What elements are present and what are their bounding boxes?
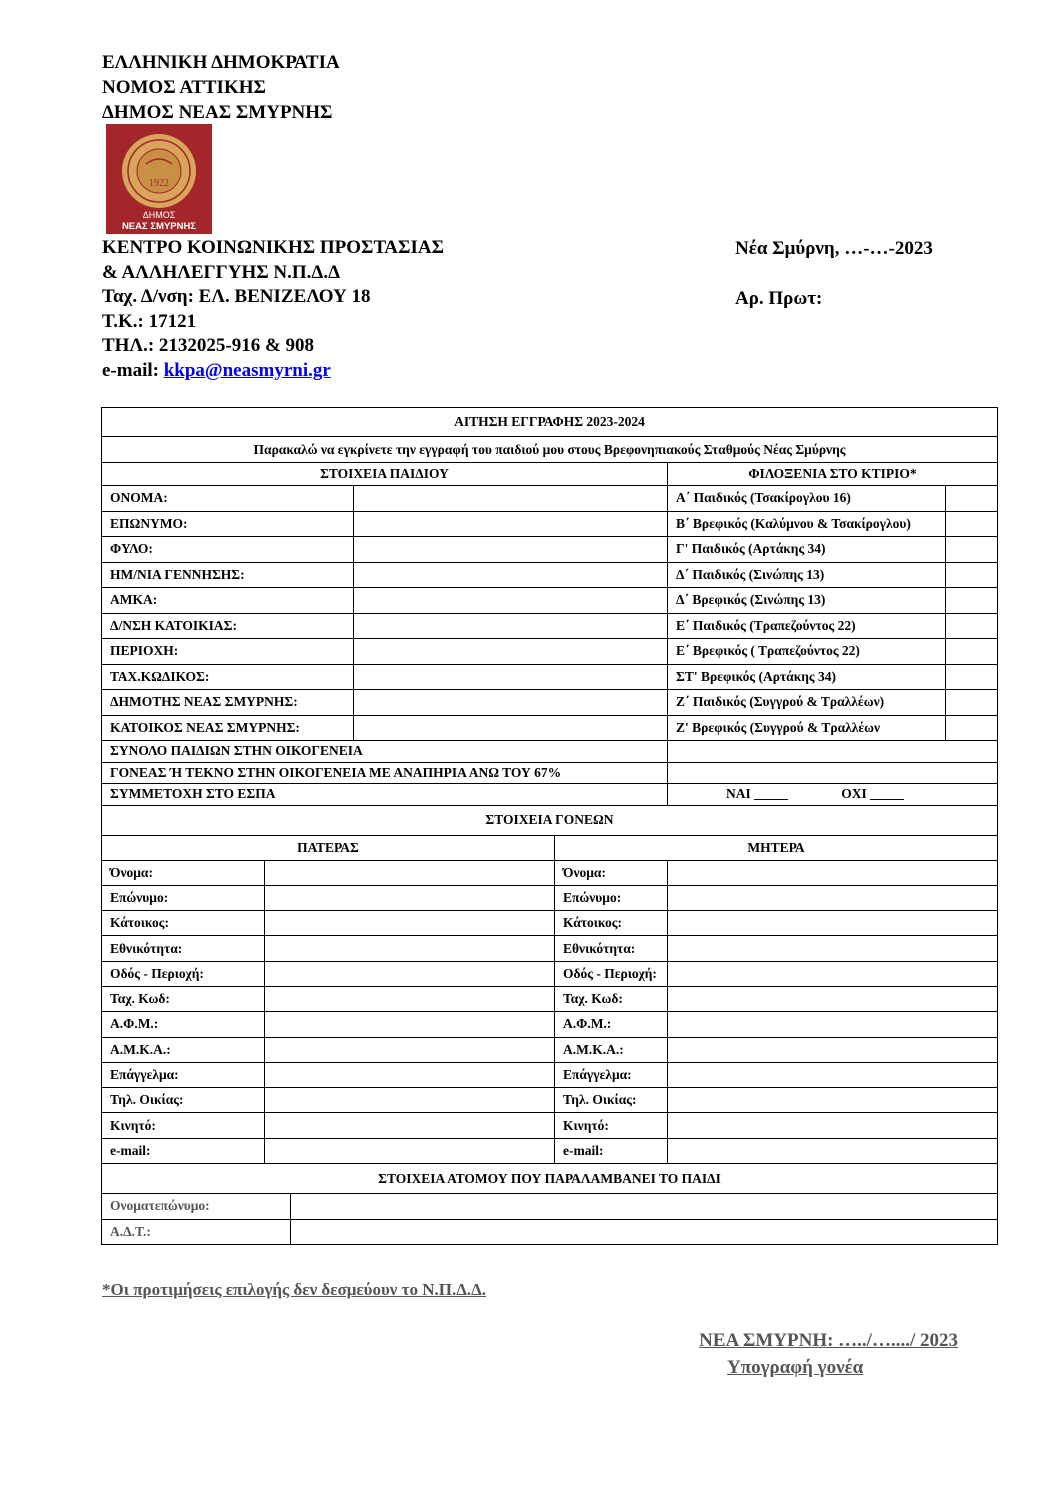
header-line-republic: ΕΛΛΗΝΙΚΗ ΔΗΜΟΚΡΑΤΙΑ	[102, 52, 340, 73]
building-option-label: Δ΄ Παιδικός (Σινώπης 13)	[668, 562, 946, 588]
child-field-input[interactable]	[354, 537, 668, 563]
org-email-link[interactable]: kkpa@neasmyrni.gr	[163, 359, 331, 381]
child-field-label: ΕΠΩΝΥΜΟ:	[102, 511, 354, 537]
mother-field-label: Α.Φ.Μ.:	[555, 1012, 668, 1037]
child-field-label: ΔΗΜΟΤΗΣ ΝΕΑΣ ΣΜΥΡΝΗΣ:	[102, 690, 354, 716]
signature-label: Υπογραφή γονέα	[727, 1357, 864, 1378]
building-option-label: Ζ' Βρεφικός (Συγγρού & Τραλλέων	[668, 715, 946, 741]
father-field-label: e-mail:	[102, 1138, 265, 1163]
father-field-label: Κάτοικος:	[102, 911, 265, 936]
father-field-input[interactable]	[265, 961, 555, 986]
father-field-label: Επώνυμο:	[102, 885, 265, 910]
org-name-2: & ΑΛΛΗΛΕΓΓΥΗΣ Ν.Π.Δ.Δ	[102, 261, 340, 283]
org-postcode: Τ.Κ.: 17121	[102, 310, 197, 332]
disability-input[interactable]	[668, 762, 998, 784]
father-field-input[interactable]	[265, 1113, 555, 1138]
mother-field-label: Ταχ. Κωδ:	[555, 986, 668, 1011]
father-field-input[interactable]	[265, 911, 555, 936]
child-field-input[interactable]	[354, 613, 668, 639]
espa-yes-option[interactable]: ΝΑΙ _____	[726, 786, 788, 802]
building-option-box[interactable]	[946, 639, 998, 665]
father-column-title: ΠΑΤΕΡΑΣ	[102, 835, 555, 860]
child-section-title: ΣΤΟΙΧΕΙΑ ΠΑΙΔΙΟΥ	[102, 463, 668, 486]
logo-year: 1922	[149, 178, 169, 189]
form-subtitle-text: Παρακαλώ να εγκρίνετε την εγγραφή του παιδιού μου στους Βρεφονηπιακούς Σταθμούς Νέας Σμύρνης	[253, 441, 846, 457]
mother-field-label: Α.Μ.Κ.Α.:	[555, 1037, 668, 1062]
child-field-input[interactable]	[354, 690, 668, 716]
father-field-input[interactable]	[265, 860, 555, 885]
building-option-box[interactable]	[946, 511, 998, 537]
building-option-box[interactable]	[946, 690, 998, 716]
father-field-input[interactable]	[265, 1088, 555, 1113]
footnote: *Οι προτιμήσεις επιλογής δεν δεσμεύουν το Ν.Π.Δ.Δ.	[102, 1280, 487, 1299]
father-field-label: Όνομα:	[102, 860, 265, 885]
protocol-number: Αρ. Πρωτ:	[735, 288, 823, 309]
espa-no-option[interactable]: ΟΧΙ _____	[841, 786, 904, 802]
child-field-label: Δ/ΝΣΗ ΚΑΤΟΙΚΙΑΣ:	[102, 613, 354, 639]
mother-field-input[interactable]	[668, 860, 998, 885]
building-option-label: Ε΄ Βρεφικός ( Τραπεζούντος 22)	[668, 639, 946, 665]
building-option-box[interactable]	[946, 664, 998, 690]
building-option-box[interactable]	[946, 562, 998, 588]
form-subtitle	[102, 437, 998, 463]
org-email-line	[102, 359, 444, 384]
logo-text-2: ΝΕΑΣ ΣΜΥΡΝΗΣ	[121, 221, 197, 232]
receiver-id-input[interactable]	[291, 1219, 998, 1245]
mother-field-input[interactable]	[668, 961, 998, 986]
mother-field-label: Εθνικότητα:	[555, 936, 668, 961]
receiver-name-label: Ονοματεπώνυμο:	[102, 1194, 291, 1220]
father-field-label: Α.Φ.Μ.:	[102, 1012, 265, 1037]
mother-field-input[interactable]	[668, 1037, 998, 1062]
org-phone: ΤΗΛ.: 2132025-916 & 908	[102, 335, 315, 356]
father-field-input[interactable]	[265, 1012, 555, 1037]
family-total-input[interactable]	[668, 741, 998, 763]
building-option-label: Ε΄ Παιδικός (Τραπεζούντος 22)	[668, 613, 946, 639]
child-field-input[interactable]	[354, 664, 668, 690]
child-field-label: ΠΕΡΙΟΧΗ:	[102, 639, 354, 665]
mother-column-title: ΜΗΤΕΡΑ	[555, 835, 998, 860]
mother-field-input[interactable]	[668, 1012, 998, 1037]
mother-field-label: Κινητό:	[555, 1113, 668, 1138]
disability-label: ΓΟΝΕΑΣ Ή ΤΕΚΝΟ ΣΤΗΝ ΟΙΚΟΓΕΝΕΙΑ ΜΕ ΑΝΑΠΗΡΙΑ ΑΝΩ ΤΟΥ 67%	[102, 762, 668, 784]
mother-field-input[interactable]	[668, 1088, 998, 1113]
building-section-title: ΦΙΛΟΞΕΝΙΑ ΣΤΟ ΚΤΙΡΙΟ*	[668, 463, 998, 486]
header-line-prefecture: ΝΟΜΟΣ ΑΤΤΙΚΗΣ	[102, 77, 266, 98]
family-total-label: ΣΥΝΟΛΟ ΠΑΙΔΙΩΝ ΣΤΗΝ ΟΙΚΟΓΕΝΕΙΑ	[102, 741, 668, 763]
child-field-input[interactable]	[354, 588, 668, 614]
parents-section-title: ΣΤΟΙΧΕΙΑ ΓΟΝΕΩΝ	[102, 805, 998, 835]
receiver-id-label: Α.Δ.Τ.:	[102, 1219, 291, 1245]
child-field-input[interactable]	[354, 639, 668, 665]
building-option-label: Α΄ Παιδικός (Τσακίρογλου 16)	[668, 486, 946, 512]
child-field-input[interactable]	[354, 715, 668, 741]
receiver-section-title: ΣΤΟΙΧΕΙΑ ΑΤΟΜΟΥ ΠΟΥ ΠΑΡΑΛΑΜΒΑΝΕΙ ΤΟ ΠΑΙΔΙ	[102, 1164, 998, 1194]
form-title: ΑΙΤΗΣΗ ΕΓΓΡΑΦΗΣ 2023-2024	[102, 408, 998, 437]
father-field-input[interactable]	[265, 885, 555, 910]
mother-field-label: Οδός - Περιοχή:	[555, 961, 668, 986]
mother-field-label: Επώνυμο:	[555, 885, 668, 910]
child-field-input[interactable]	[354, 511, 668, 537]
building-option-box[interactable]	[946, 588, 998, 614]
espa-answer	[668, 784, 998, 806]
place-date: Νέα Σμύρνη, …-…-2023	[735, 238, 933, 259]
municipality-logo	[106, 124, 212, 234]
mother-field-label: Όνομα:	[555, 860, 668, 885]
building-option-box[interactable]	[946, 537, 998, 563]
father-field-input[interactable]	[265, 1062, 555, 1087]
father-field-label: Α.Μ.Κ.Α.:	[102, 1037, 265, 1062]
father-field-input[interactable]	[265, 1037, 555, 1062]
building-option-box[interactable]	[946, 715, 998, 741]
logo-text-1: ΔΗΜΟΣ	[142, 210, 176, 220]
mother-field-input[interactable]	[668, 1062, 998, 1087]
mother-field-input[interactable]	[668, 1113, 998, 1138]
building-option-label: Γ' Παιδικός (Αρτάκης 34)	[668, 537, 946, 563]
building-option-label: ΣΤ' Βρεφικός (Αρτάκης 34)	[668, 664, 946, 690]
father-field-label: Εθνικότητα:	[102, 936, 265, 961]
mother-field-input[interactable]	[668, 885, 998, 910]
building-option-box[interactable]	[946, 486, 998, 512]
header-line-municipality: ΔΗΜΟΣ ΝΕΑΣ ΣΜΥΡΝΗΣ	[102, 102, 333, 123]
building-option-box[interactable]	[946, 613, 998, 639]
building-option-label: Ζ΄ Παιδικός (Συγγρού & Τραλλέων)	[668, 690, 946, 716]
child-field-label: ΟΝΟΜΑ:	[102, 486, 354, 512]
child-field-label: ΚΑΤΟΙΚΟΣ ΝΕΑΣ ΣΜΥΡΝΗΣ:	[102, 715, 354, 741]
org-email-label: e-mail:	[102, 359, 164, 381]
espa-label: ΣΥΜΜΕΤΟΧΗ ΣΤΟ ΕΣΠΑ	[102, 784, 668, 806]
father-field-label: Επάγγελμα:	[102, 1062, 265, 1087]
mother-field-label: Κάτοικος:	[555, 911, 668, 936]
child-field-label: ΗΜ/ΝΙΑ ΓΕΝΝΗΣΗΣ:	[102, 562, 354, 588]
father-field-label: Κινητό:	[102, 1113, 265, 1138]
mother-field-label: Επάγγελμα:	[555, 1062, 668, 1087]
org-name-1: ΚΕΝΤΡΟ ΚΟΙΝΩΝΙΚΗΣ ΠΡΟΣΤΑΣΙΑΣ	[102, 237, 444, 258]
father-field-label: Ταχ. Κωδ:	[102, 986, 265, 1011]
mother-field-input[interactable]	[668, 911, 998, 936]
mother-field-input[interactable]	[668, 986, 998, 1011]
mother-field-label: Τηλ. Οικίας:	[555, 1088, 668, 1113]
child-field-input[interactable]	[354, 562, 668, 588]
child-field-input[interactable]	[354, 486, 668, 512]
mother-field-input[interactable]	[668, 936, 998, 961]
father-field-label: Τηλ. Οικίας:	[102, 1088, 265, 1113]
signature-date: ΝΕΑ ΣΜΥΡΝΗ: …../…..../ 2023	[699, 1330, 958, 1351]
child-field-label: ΤΑΧ.ΚΩΔΙΚΟΣ:	[102, 664, 354, 690]
child-field-label: ΦΥΛΟ:	[102, 537, 354, 563]
father-field-input[interactable]	[265, 1138, 555, 1163]
application-form	[101, 407, 998, 1245]
father-field-input[interactable]	[265, 936, 555, 961]
mother-field-input[interactable]	[668, 1138, 998, 1163]
father-field-input[interactable]	[265, 986, 555, 1011]
organization-block	[102, 236, 444, 383]
mother-field-label: e-mail:	[555, 1138, 668, 1163]
org-address: Ταχ. Δ/νση: ΕΛ. ΒΕΝΙΖΕΛΟΥ 18	[102, 286, 371, 307]
building-option-label: Δ΄ Βρεφικός (Σινώπης 13)	[668, 588, 946, 614]
child-field-label: ΑΜΚΑ:	[102, 588, 354, 614]
father-field-label: Οδός - Περιοχή:	[102, 961, 265, 986]
receiver-name-input[interactable]	[291, 1194, 998, 1220]
building-option-label: Β΄ Βρεφικός (Καλύμνου & Τσακίρογλου)	[668, 511, 946, 537]
